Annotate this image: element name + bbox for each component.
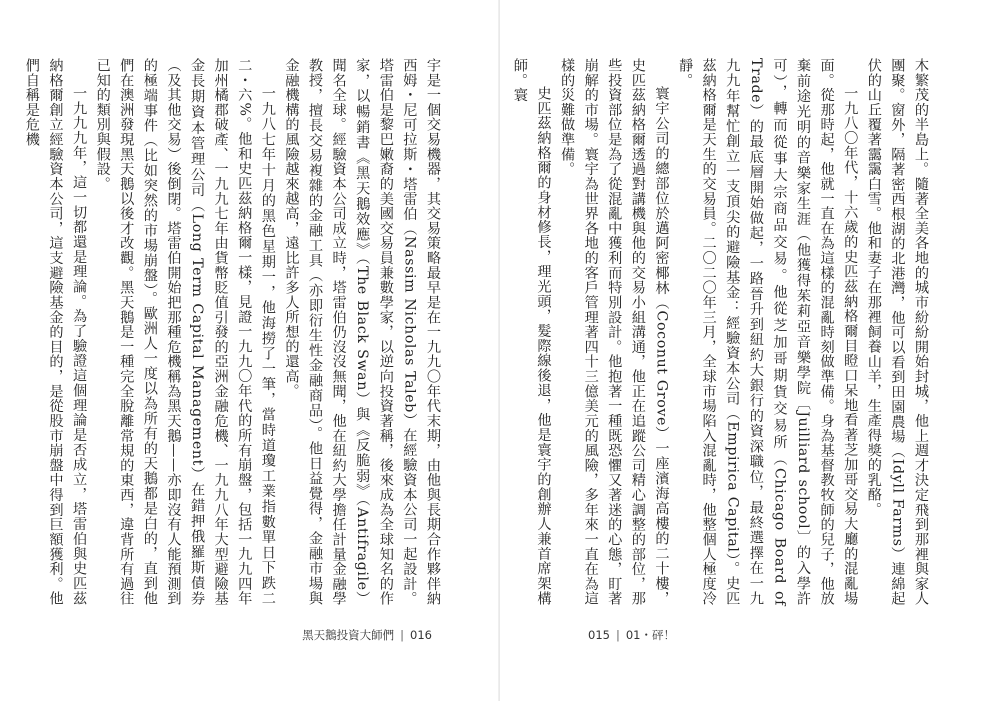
footer-separator: | [400, 628, 405, 642]
paragraph: 宇是一個交易機器，其交易策略最早是在一九九〇年代末期，由他與長期合作夥伴納西姆・尼可拉斯・塔雷伯（Nassim Nicholas Taleb）在經驗資本公司一起設計。塔雷伯是黎巴嫩裔的美國交易員兼數學家，以逆向投資著稱，後來成為全球知名的作家，以暢銷書《黑天鵝效應》（The Black Swan）與《反脆弱》（Antifragile）聞名全球。經驗資本公司成立時，塔雷伯仍沒沒無聞，他在紐約大學擔任計量金融學教授，擅長交易複雜的金融工具（亦即衍生性金融商品）。他日益覺得，金融市場與金融機構的風險越來越高，遠比許多人所想的還高。 [283, 58, 441, 606]
left-page-footer [302, 627, 432, 643]
page-number: 016 [410, 628, 432, 642]
page-number: 015 [588, 628, 610, 642]
paragraph: 木繁茂的半島上。隨著全美各地的城市紛紛開始封城，他上週才決定飛到那裡與家人團聚。窗外，隔著密西根湖的北港灣，他可以看到田園農場（Idyll Farms）連綿起伏的山丘覆著靄靄白雪。他和妻子在那裡飼養山羊，生產得獎的乳酪。 [865, 58, 929, 606]
book-title: 黑天鵝投資大師們 [302, 628, 395, 642]
chapter-label: 01・砰！ [625, 628, 675, 642]
paragraph: 史匹茲納格爾的身材修長，理光頭，髮際線後退，他是寰宇的創辦人兼首席架構師。寰 [511, 58, 552, 606]
paragraph: 一九八〇年代，十六歲的史匹茲納格爾目瞪口呆地看著芝加哥交易大廳的混亂場面。從那時起，他就一直在為這樣的混亂時刻做準備。身為基督教牧師的兒子，他放棄前途光明的音樂家生涯（他獲得茱莉亞音樂學院〔Juilliard school〕的入學許可），轉而從事大宗商品交易。他從芝加哥期貨交易所（Chicago Board of Trade）的最底層開始做起，一路晉升到紐約大銀行的資深職位，最終選擇在一九九九年幫忙創立一支頂尖的避險基金：經驗資本公司（Empirica Capital）。史匹茲納格爾是天生的交易員。二〇二〇年三月，全球市場陷入混亂時，他整個人極度冷靜。 [677, 58, 859, 606]
paragraph: 寰宇公司的總部位於邁阿密椰林（Coconut Grove）一座濱海高樓的二十樓，史匹茲納格爾透過對講機與他的交易小組溝通，他正在追蹤公司精心調整的部位，那些投資部位是為了從混亂中獲利而特別設計。他抱著一種既恐懼又著迷的心態，盯著崩解的市場。寰宇為世界各地的客戶管理著四十三億美元的風險，多年來一直在為這樣的災難做準備。 [559, 58, 670, 606]
right-page-body [511, 58, 932, 606]
footer-separator: | [615, 628, 620, 642]
right-page [500, 0, 1000, 701]
paragraph: 一九九九年，這一切都還是理論。為了驗證這個理論是否成立，塔雷伯與史匹茲納格爾創立經驗資本公司，這支避險基金的目的，是從股市崩盤中得到巨額獲利。他們自稱是危機 [23, 58, 88, 606]
right-page-footer [588, 627, 675, 643]
left-page-body [23, 58, 444, 606]
paragraph: 一九八七年十月的黑色星期一，他海撈了一筆，當時道瓊工業指數單日下跌二二・六%。他和史匹茲納格爾一樣，見證一九九〇年代的所有崩盤，包括一九九四年加州橘郡破產、一九九七年由貨幣貶值引發的亞洲金融危機、一九九八年大型避險基金長期資本管理公司（Long Term Capital Management）在錯押俄羅斯債券（及其他交易）後倒閉。塔雷伯開始把那種危機稱為黑天鵝——亦即沒有人能預測到的極端事件（比如突然的市場崩盤）。歐洲人一度以為所有的天鵝都是白的，直到他們在澳洲發現黑天鵝以後才改觀。黑天鵝是一種完全脫離常規的東西，違背所有過往已知的類別與假設。 [94, 58, 276, 606]
